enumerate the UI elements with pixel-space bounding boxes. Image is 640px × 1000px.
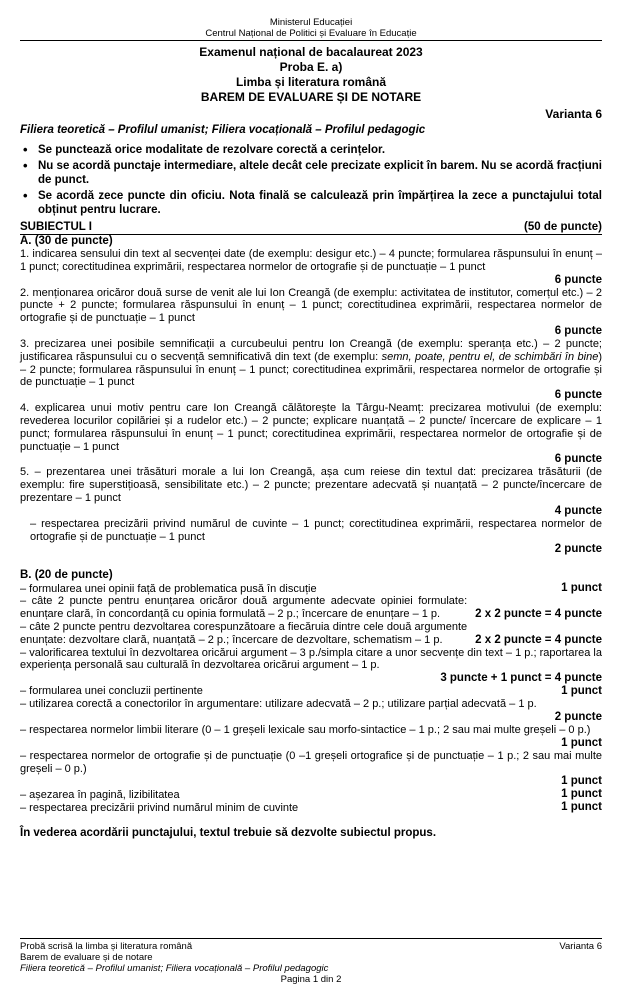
rule-item: • Se acordă zece puncte din oficiu. Nota finală se calculează prin împărțirea la zece a punctajului total obținut pentru lucrare. [23, 188, 602, 216]
item-text: 4. explicarea unui motiv pentru care Ion Creangă călătorește la Târgu-Neamț: precizarea motivului (de exemplu: revederea locurilor copilăriei și a rudelor etc.) – 2 puncte; explicare nuanțată – 2 puncte/ încercare de explicare – 1 punct; formularea răspunsului în enunț – 1 punct; corectitudinea exprimării, respectarea normelor de ortografie și de punctuație – 1 punct [20, 402, 602, 453]
item-score: 6 puncte [554, 273, 602, 286]
bullet-icon: • [23, 188, 28, 203]
b-item: – utilizarea corectă a conectorilor în argumentare: utilizare adecvată – 2 p.; utilizare parțial adecvată – 1 p. 2 puncte [20, 698, 602, 723]
b-item: – câte 2 puncte pentru enunțarea oricăror două argumente adecvate opiniei formulate: enunțare clară, în concordanță cu opinia formulată – 2 p.; încercare de enunțare – 1 p. 2 x 2 puncte = 4 puncte [20, 595, 602, 621]
rules-list [20, 143, 602, 217]
subject-label: SUBIECTUL I [20, 221, 92, 233]
proba-title: Proba E. a) [279, 60, 343, 74]
item-4 [20, 402, 602, 466]
footer-exam: Probă scrisă la limba și literatura română [20, 941, 193, 952]
variant-label: Varianta 6 [545, 107, 602, 121]
item-5 [20, 466, 602, 517]
b-item: – respectarea normelor limbii literare (0 – 1 greșeli lexicale sau morfo-sintactice – 1 p.; 2 sau mai multe greșeli – 0 p.) 1 punct [20, 723, 602, 749]
document-page [20, 0, 602, 840]
section-b-title: B. (20 de puncte) [20, 569, 113, 582]
item-5b [20, 518, 602, 557]
page-number: Pagina 1 din 2 [280, 974, 342, 985]
footer-filiera: Filiera teoretică – Profilul umanist; Filiera vocațională – Profilul pedagogic [20, 963, 329, 974]
b-item: – formularea unei opinii față de problematica pusă în discuție 1 punct [20, 582, 602, 595]
item-text: – respectarea precizării privind numărul de cuvinte – 1 punct; corectitudinea exprimării, respectarea normelor de ortografie și de punctuație – 1 punct [30, 517, 602, 543]
section-a-title: A. (30 de puncte) [20, 235, 113, 247]
exam-title: Examenul național de bacalaureat 2023 [199, 45, 423, 59]
subject-title: Limba și literatura română [235, 75, 387, 89]
b-item: – câte 2 puncte pentru dezvoltarea corespunzătoare a fiecăruia dintre cele două argumente enunțate: dezvoltare clară, nuanțată – 2 p.; încercare de dezvoltare, schematism – 1 p. 2 x 2 puncte = 4 puncte [20, 620, 602, 646]
item-score: 4 puncte [554, 504, 602, 517]
item-text: 2. menționarea oricăror două surse de venit ale lui Ion Creangă (de exemplu: activitatea de institutor, comerțul etc.) – 2 puncte + 2 puncte; formularea răspunsului în enunț – 1 punct; corectitudinea exprimării, respectarea normelor de ortografie și de punctuație – 1 punct [20, 286, 602, 325]
bullet-icon: • [23, 158, 28, 173]
quoted-sequence: semn, poate, pentru el, de schimbări în bine [381, 350, 599, 363]
page-footer [20, 938, 602, 985]
item-score: 6 puncte [554, 389, 602, 402]
item-score: 6 puncte [554, 324, 602, 337]
b-item: – respectarea precizării privind numărul minim de cuvinte 1 punct [20, 801, 602, 814]
subject-points: (50 de puncte) [524, 221, 602, 233]
item-score: 2 puncte [554, 543, 602, 556]
ministry-name: Ministerul Educației [269, 17, 353, 28]
final-note: În vederea acordării punctajului, textul trebuie să dezvolte subiectul propus. [20, 827, 437, 840]
b-item: – formularea unei concluzii pertinente 1 punct [20, 685, 602, 698]
barem-title: BAREM DE EVALUARE ȘI DE NOTARE [200, 90, 422, 104]
variant-row [20, 105, 602, 122]
rule-item: • Nu se acordă punctaje intermediare, altele decât cele precizate explicit în barem. Nu se acordă fracțiuni de punct. [23, 158, 602, 186]
item-2 [20, 287, 602, 338]
b-item: – valorificarea textului în dezvoltarea oricărui argument – 3 p./simpla citare a unor secvențe din text – 1 p.; raportarea la experiența personală sau culturală în dezvoltarea oricărui argument – 1 p. 3 puncte + 1 punct = 4 puncte [20, 646, 602, 685]
b-item: – respectarea normelor de ortografie și de punctuație (0 –1 greșeli ortografice și de punctuație – 1 p.; 2 sau mai multe greșeli – 0 p.) 1 punct [20, 749, 602, 788]
rule-item: • Se punctează orice modalitate de rezolvare corectă a cerințelor. [23, 142, 386, 157]
item-text: 3. precizarea unei posibile semnificații a curcubeului pentru Ion Creangă (de exemplu: speranța etc.) – 2 puncte; justificarea răspunsului cu o secvență semnificativă din text (de exemplu: semn, poate, pentru el, de schimbări în bine) – 2 puncte; formularea răspunsului în enunț – 1 punct; corectitudinea exprimării, respectarea normelor de ortografie și de punctuație – 1 punct [20, 337, 602, 389]
footer-variant: Varianta 6 [559, 941, 602, 952]
item-text: 1. indicarea sensului din text al secvenței date (de exemplu: desigur etc.) – 4 puncte; formularea răspunsului în enunț – 1 punct; corectitudinea exprimării, respectarea normelor de ortografie și de punctuație – 1 punct [20, 248, 602, 273]
footer-barem: Barem de evaluare și de notare [20, 952, 153, 963]
item-text: 5. – prezentarea unei trăsături morale a lui Ion Creangă, așa cum reiese din textul dat: precizarea trăsăturii (de exemplu: fire superstițioasă, sensibilitate etc.) – 2 puncte; prezentare adecvată și nuanțată – 2 puncte/încercare de prezentare – 1 punct [20, 466, 602, 504]
b-item: – așezarea în pagină, lizibilitatea 1 punct [20, 788, 602, 801]
item-score: 6 puncte [554, 453, 602, 466]
item-3 [20, 338, 602, 402]
filiera-line: Filiera teoretică – Profilul umanist; Filiera vocațională – Profilul pedagogic [20, 124, 426, 136]
subject-header [20, 221, 602, 235]
bullet-icon: • [23, 142, 28, 157]
item-1 [20, 248, 602, 287]
center-name: Centrul Național de Politici și Evaluare în Educație [20, 28, 602, 41]
